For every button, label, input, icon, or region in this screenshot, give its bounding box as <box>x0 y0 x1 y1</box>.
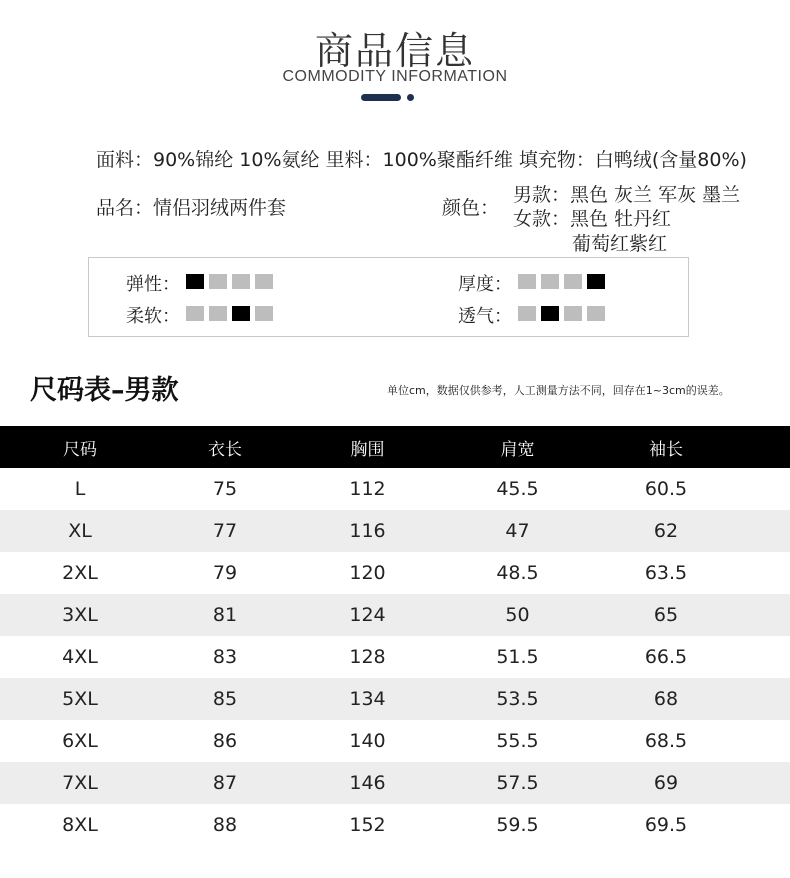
table-cell: 5XL <box>62 688 98 710</box>
header-sleeve: 袖长 <box>649 439 683 460</box>
table-spacer <box>742 762 790 804</box>
page-title: 商品信息 <box>314 29 475 73</box>
table-cell: 50 <box>505 604 530 626</box>
attribute-thickness <box>458 270 610 296</box>
table-cell: 69 <box>653 772 679 794</box>
table-cell: 59.5 <box>496 814 539 836</box>
table-cell: 85 <box>212 688 238 710</box>
table-cell: 79 <box>212 562 238 584</box>
table-cell: L <box>74 478 86 500</box>
level-square <box>518 274 536 289</box>
level-square <box>255 306 273 321</box>
table-cell: 65 <box>653 604 679 626</box>
attribute-label: 弹性： <box>126 274 180 295</box>
table-cell: 128 <box>349 646 386 668</box>
table-cell: 124 <box>349 604 386 626</box>
table-cell: 3XL <box>62 604 98 626</box>
table-spacer <box>742 594 790 636</box>
header-size: 尺码 <box>63 439 97 460</box>
attribute-scale <box>518 305 610 326</box>
header-shoulder: 肩宽 <box>500 439 535 460</box>
table-cell: 75 <box>212 478 238 500</box>
table-spacer <box>742 678 790 720</box>
level-square <box>186 306 204 321</box>
size-table-header <box>0 426 790 468</box>
level-square <box>209 274 227 289</box>
color-label: 颜色： <box>442 197 500 219</box>
level-square-active <box>186 274 204 289</box>
level-square <box>564 274 582 289</box>
table-cell: 4XL <box>62 646 98 668</box>
table-cell: 47 <box>505 520 530 542</box>
table-cell: 62 <box>653 520 679 542</box>
page-subtitle: COMMODITY INFORMATION <box>282 68 508 85</box>
table-cell: 87 <box>212 772 238 794</box>
level-square <box>541 274 559 289</box>
table-cell: 51.5 <box>496 646 539 668</box>
table-cell: 140 <box>349 730 386 752</box>
attribute-scale <box>518 273 610 294</box>
attribute-softness <box>126 302 278 328</box>
table-spacer <box>742 636 790 678</box>
header-spacer <box>742 426 790 468</box>
table-cell: 88 <box>212 814 238 836</box>
level-square-active <box>232 306 250 321</box>
table-cell: 48.5 <box>496 562 539 584</box>
level-square <box>232 274 250 289</box>
table-cell: 66.5 <box>644 646 688 668</box>
table-cell: 69.5 <box>644 814 688 836</box>
decoration-dot <box>407 94 414 101</box>
material-info: 面料：90%锦纶 10%氨纶 里料：100%聚酯纤维 填充物：白鸭绒(含量80%) <box>96 149 747 171</box>
table-cell: 7XL <box>62 772 98 794</box>
table-cell: 55.5 <box>496 730 539 752</box>
table-spacer <box>742 468 790 510</box>
table-cell: 60.5 <box>644 478 688 500</box>
size-table-body <box>0 468 790 846</box>
attribute-label: 透气： <box>458 306 512 327</box>
table-cell: 45.5 <box>496 478 539 500</box>
table-cell: 53.5 <box>496 688 539 710</box>
table-cell: 146 <box>349 772 386 794</box>
table-spacer <box>742 720 790 762</box>
table-cell: 6XL <box>62 730 98 752</box>
table-cell: 68.5 <box>644 730 688 752</box>
table-cell: 112 <box>349 478 386 500</box>
attribute-elasticity <box>126 270 278 296</box>
table-cell: 120 <box>349 562 386 584</box>
level-square-active <box>587 274 605 289</box>
color-women: 女款：黑色 牡丹红 <box>513 208 672 230</box>
table-spacer <box>742 552 790 594</box>
level-square <box>564 306 582 321</box>
table-row <box>0 678 790 720</box>
attribute-breathability <box>458 302 610 328</box>
table-cell: 134 <box>349 688 386 710</box>
color-women-continued: 葡萄红紫红 <box>572 233 668 255</box>
table-cell: 68 <box>653 688 679 710</box>
table-cell: 116 <box>349 520 386 542</box>
decoration-bar <box>361 94 401 101</box>
attribute-scale <box>186 273 278 294</box>
attribute-scale <box>186 305 278 326</box>
level-square-active <box>541 306 559 321</box>
table-cell: 86 <box>212 730 238 752</box>
table-row <box>0 468 790 510</box>
table-cell: 8XL <box>62 814 98 836</box>
table-cell: 77 <box>212 520 238 542</box>
level-square <box>587 306 605 321</box>
table-row <box>0 804 790 846</box>
size-chart-title: 尺码表–男款 <box>30 375 179 406</box>
level-square <box>209 306 227 321</box>
table-cell: XL <box>68 520 92 542</box>
header-chest: 胸围 <box>350 439 385 460</box>
table-row <box>0 636 790 678</box>
title-decoration <box>361 94 413 102</box>
size-table <box>0 426 790 846</box>
color-men: 男款：黑色 灰兰 军灰 墨兰 <box>513 184 741 206</box>
attribute-label: 柔软： <box>126 306 180 327</box>
table-spacer <box>742 804 790 846</box>
size-chart-note: 单位cm，数据仅供参考，人工测量方法不同，回存在1~3cm的误差。 <box>387 384 730 397</box>
product-name: 品名：情侣羽绒两件套 <box>96 197 287 219</box>
table-cell: 152 <box>349 814 386 836</box>
table-row <box>0 720 790 762</box>
table-cell: 57.5 <box>496 772 539 794</box>
table-row <box>0 510 790 552</box>
table-row <box>0 762 790 804</box>
table-cell: 83 <box>212 646 238 668</box>
level-square <box>518 306 536 321</box>
table-cell: 63.5 <box>644 562 688 584</box>
table-row <box>0 594 790 636</box>
attribute-label: 厚度： <box>458 274 512 295</box>
table-cell: 2XL <box>62 562 98 584</box>
table-cell: 81 <box>212 604 238 626</box>
table-row <box>0 552 790 594</box>
header-length: 衣长 <box>208 439 242 460</box>
table-spacer <box>742 510 790 552</box>
level-square <box>255 274 273 289</box>
